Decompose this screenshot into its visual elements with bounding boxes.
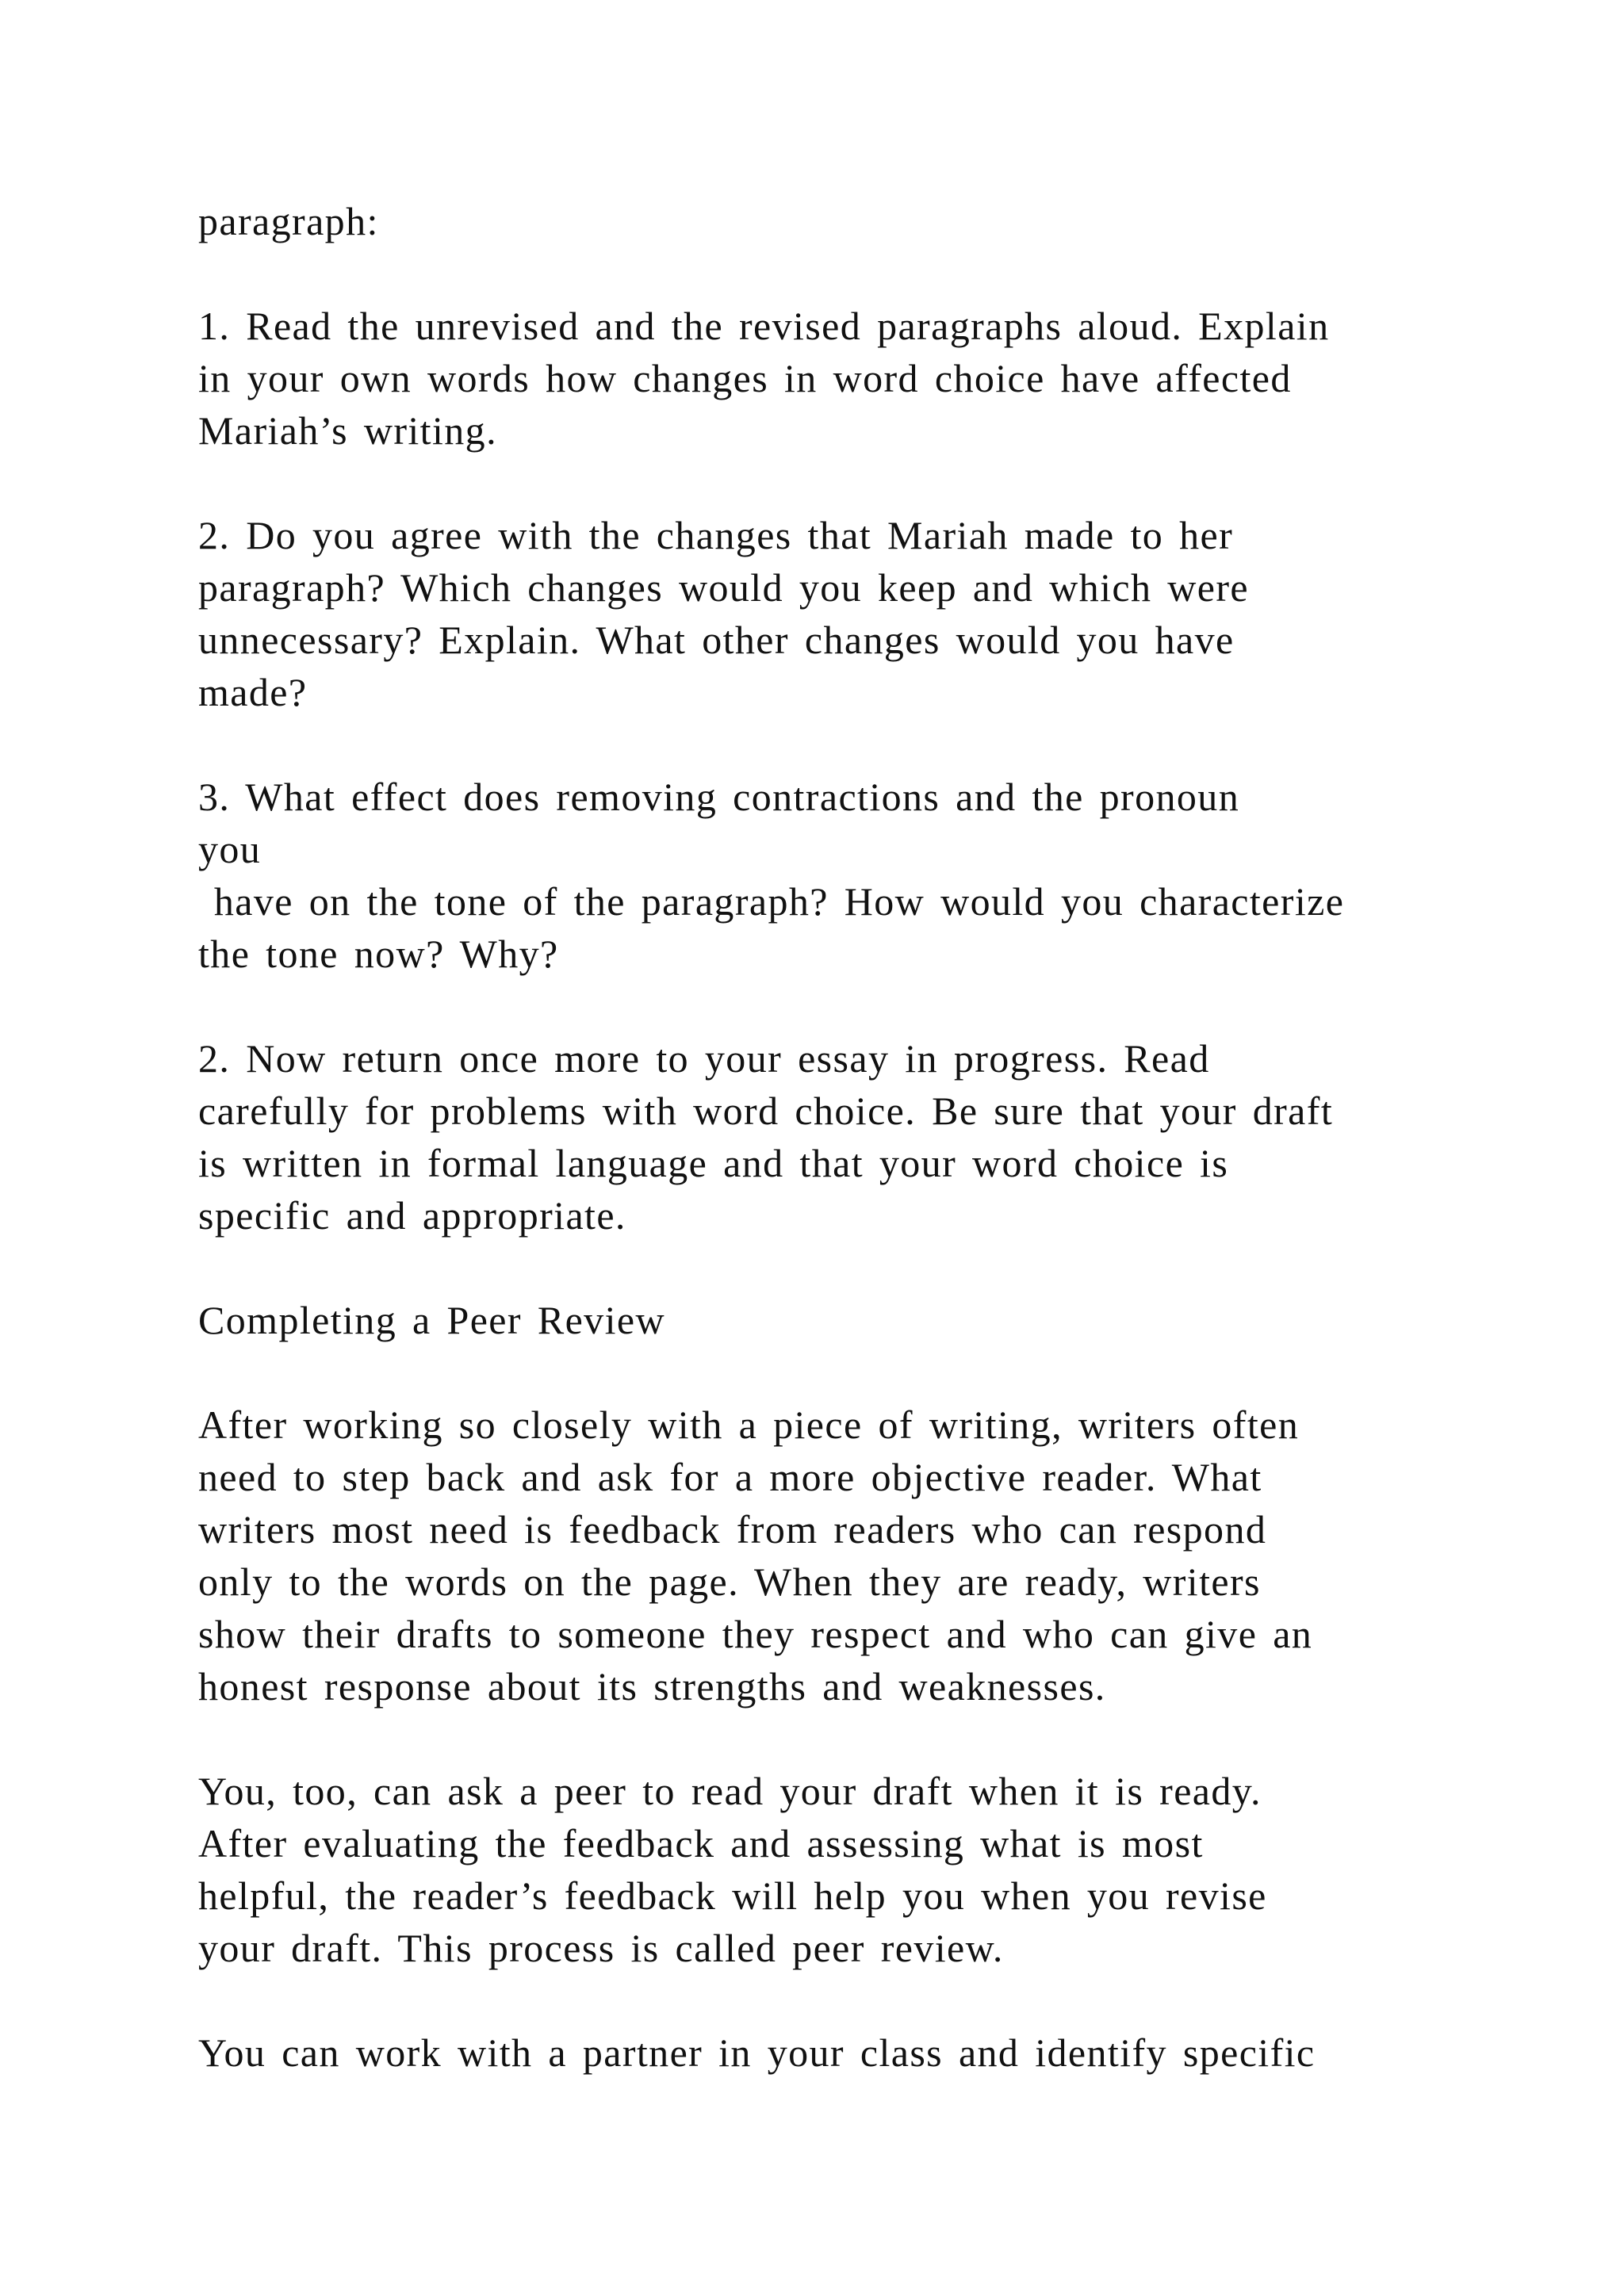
text-line: You can work with a partner in your class and identify specific <box>198 2030 1316 2075</box>
text-line: 3. What effect does removing contractions and the pronoun <box>198 775 1240 819</box>
blank-line <box>198 1242 1507 1294</box>
text-line: have on the tone of the paragraph? How would you characterize <box>198 879 1345 924</box>
text-line: need to step back and ask for a more objective reader. What <box>198 1455 1262 1499</box>
blank-line <box>198 247 1507 300</box>
text-line: made? <box>198 670 308 714</box>
text-line: 2. Now return once more to your essay in progress. Read <box>198 1036 1210 1081</box>
text-line: is written in formal language and that your word choice is <box>198 1141 1229 1185</box>
document-body <box>198 195 1507 2079</box>
text-line: 1. Read the unrevised and the revised paragraphs aloud. Explain <box>198 304 1330 348</box>
text-line: Mariah’s writing. <box>198 408 497 453</box>
text-line: in your own words how changes in word choice have affected <box>198 356 1292 400</box>
blank-line <box>198 1346 1507 1399</box>
blank-line <box>198 457 1507 509</box>
text-line: writers most need is feedback from readers who can respond <box>198 1507 1267 1552</box>
text-line: show their drafts to someone they respect and who can give an <box>198 1612 1313 1656</box>
blank-line <box>198 1712 1507 1765</box>
text-line: After working so closely with a piece of writing, writers often <box>198 1402 1300 1447</box>
blank-line <box>198 1974 1507 2026</box>
text-line: the tone now? Why? <box>198 932 559 976</box>
text-line: unnecessary? Explain. What other changes would you have <box>198 618 1235 662</box>
text-line: After evaluating the feedback and assessing what is most <box>198 1821 1204 1866</box>
text-line: your draft. This process is called peer review. <box>198 1926 1004 1970</box>
section-heading: Completing a Peer Review <box>198 1298 665 1342</box>
text-line: carefully for problems with word choice. Be sure that your draft <box>198 1089 1334 1133</box>
text-line: paragraph? Which changes would you keep and which were <box>198 565 1249 610</box>
text-line: honest response about its strengths and weaknesses. <box>198 1664 1106 1709</box>
text-line: specific and appropriate. <box>198 1193 626 1238</box>
blank-line <box>198 980 1507 1032</box>
text-line: paragraph: <box>198 199 379 243</box>
text-line: only to the words on the page. When they are ready, writers <box>198 1559 1261 1604</box>
text-line: you <box>198 827 262 871</box>
text-line: You, too, can ask a peer to read your draft when it is ready. <box>198 1769 1262 1813</box>
blank-line <box>198 718 1507 771</box>
text-line: helpful, the reader’s feedback will help you when you revise <box>198 1873 1267 1918</box>
text-line: 2. Do you agree with the changes that Mariah made to her <box>198 513 1234 557</box>
